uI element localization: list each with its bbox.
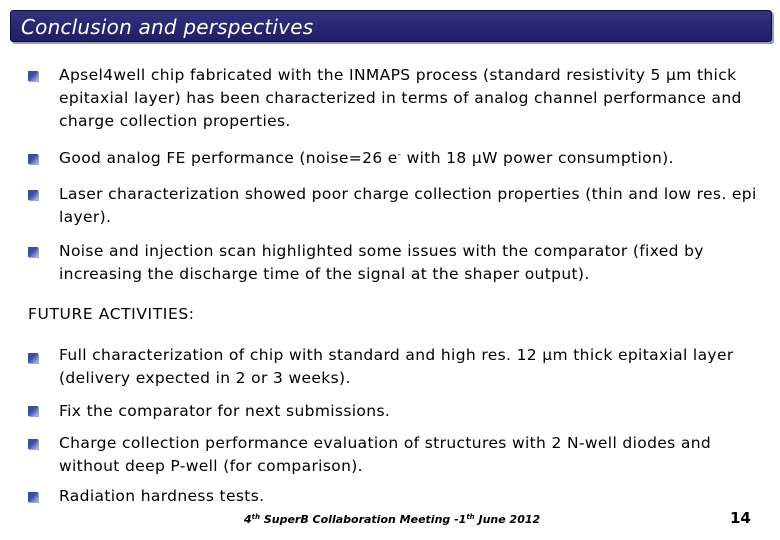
future-item-2: Fix the comparator for next submissions. bbox=[59, 402, 391, 420]
bullet-icon bbox=[28, 71, 38, 81]
conclusion-item-4: Noise and injection scan highlighted some issues with the comparator (fixed by increasing the discharge time of the signal at the shaper output). bbox=[59, 242, 704, 283]
footer-text bbox=[244, 513, 540, 526]
footer-part2: SuperB Collaboration Meeting -1 bbox=[260, 513, 467, 526]
footer-part3: June 2012 bbox=[474, 513, 541, 526]
future-item-4: Radiation hardness tests. bbox=[59, 487, 265, 505]
conclusion-item-2-text: Good analog FE performance (noise=26 e bbox=[59, 149, 398, 167]
conclusion-item-1: Apsel4well chip fabricated with the INMAPS process (standard resistivity 5 µm thick epitaxial layer) has been characterized in terms of analog channel performance and charge collection properties. bbox=[59, 66, 742, 130]
future-item-3: Charge collection performance evaluation of structures with 2 N-well diodes and without deep P-well (for comparison). bbox=[59, 434, 712, 475]
bullet-icon bbox=[28, 353, 38, 363]
bullet-icon bbox=[28, 154, 38, 164]
footer-sup2: th bbox=[466, 513, 475, 521]
bullet-icon bbox=[28, 492, 38, 502]
future-item-1: Full characterization of chip with standard and high res. 12 µm thick epitaxial layer (delivery expected in 2 or 3 weeks). bbox=[59, 346, 734, 387]
bullet-icon bbox=[28, 247, 38, 257]
electron-superscript: - bbox=[397, 150, 402, 160]
bullet-icon bbox=[28, 406, 38, 416]
footer-part1: 4 bbox=[244, 513, 252, 526]
page-number: 14 bbox=[730, 509, 751, 527]
bullet-icon bbox=[28, 439, 38, 449]
title-bar bbox=[10, 10, 772, 42]
slide-title: Conclusion and perspectives bbox=[21, 15, 314, 39]
bullet-icon bbox=[28, 190, 38, 200]
future-activities-heading: FUTURE ACTIVITIES: bbox=[28, 305, 195, 323]
conclusion-item-2-text-end: with 18 µW power consumption). bbox=[401, 149, 674, 167]
conclusion-item-3: Laser characterization showed poor charge collection properties (thin and low res. epi layer). bbox=[59, 185, 757, 226]
conclusion-item-2 bbox=[59, 147, 759, 170]
footer-sup1: th bbox=[251, 513, 260, 521]
